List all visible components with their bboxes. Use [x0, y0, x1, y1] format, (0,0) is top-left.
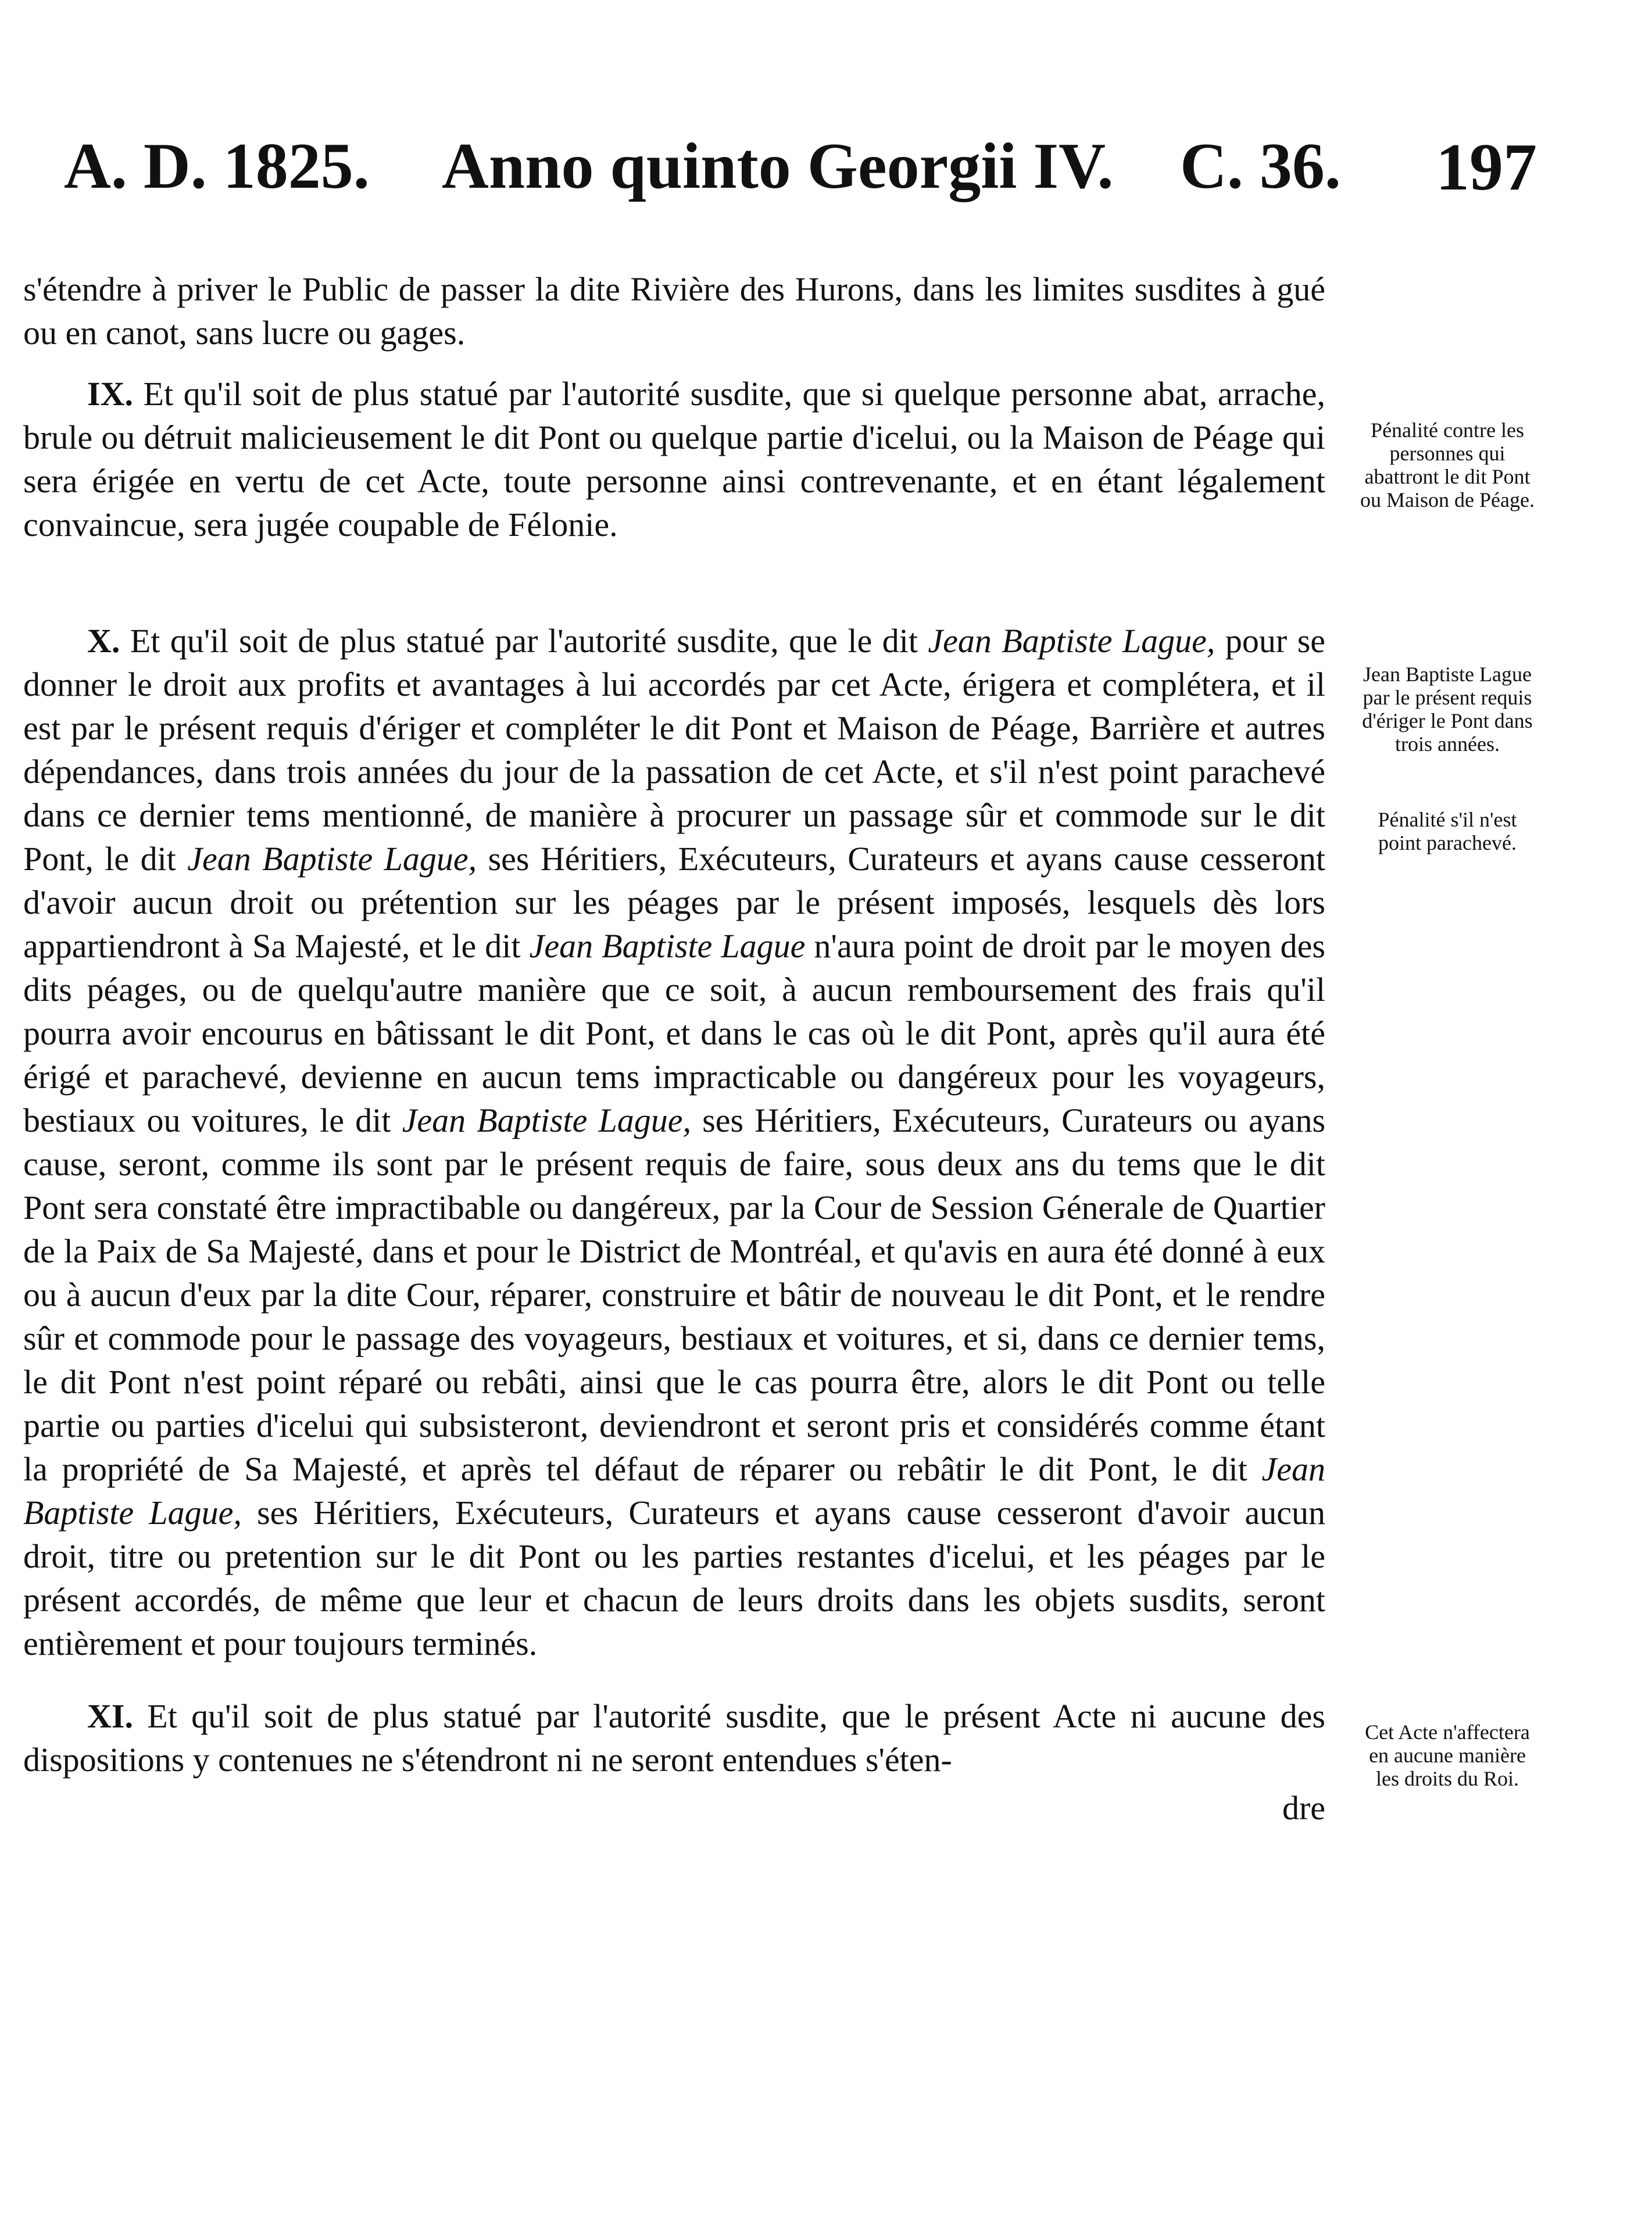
margin-note-kings-rights: Cet Acte n'affectera en aucune manière les droits du Roi. [1365, 1720, 1530, 1790]
continuation-text: s'étendre à priver le Public de passer la dite Rivière des Hurons, dans les limites susdites à gué ou en canot, sans lucre ou gages. [23, 270, 1325, 352]
section-x-text-5: ses Héritiers, Exécuteurs, Curateurs ou ayans cause, seront, comme ils sont par le présent requis de faire, sous deux ans du tems que le dit Pont sera constaté être impractibable ou dangéreux, par la Cour de Session Génerale de Quartier de la Paix de Sa Majesté, dans et pour le District de Montréal, et qu'avis en aura été donné à eux ou à aucun d'eux par la dite Cour, réparer, construire et bâtir de nouveau le dit Pont, et le rendre sûr et commode pour le passage des voyageurs, bestiaux et voitures, et si, dans ce dernier tems, le dit Pont n'est point réparé ou rebâti, ainsi que le cas pourra être, alors le dit Pont ou telle partie ou parties d'icelui qui subsisteront, deviendront et seront pris et considérés comme étant la propriété de Sa Majesté, et après tel défaut de réparer ou rebâtir le dit Pont, le dit [23, 1101, 1326, 1488]
section-x-number: X. [87, 622, 120, 660]
header-date: A. D. 1825. [64, 130, 370, 202]
section-ix-text: Et qu'il soit de plus statué par l'autorité susdite, que si quelque personne abat, arrache, brule ou détruit malicieusement le dit Pont ou quelque partie d'icelui, ou la Maison de Péage qui sera érigée en vertu de cet Acte, toute personne ainsi contrevenante, et en étant légalement convaincue, sera jugée coupable de Félonie. [23, 375, 1325, 543]
name-jean-baptiste-lague-5: Jean Baptiste Lague, [23, 1450, 1325, 1532]
margin-note-penalty-destruction: Pénalité contre les personnes qui abattront le dit Pont ou Maison de Péage. [1360, 418, 1535, 511]
section-x-text-4: n'aura point de droit par le moyen des dits péages, ou de quelqu'autre manière que ce soit, à aucun remboursement des frais qu'il pourra avoir encourus en bâtissant le dit Pont, et dans le cas où le dit Pont, après qu'il aura été érigé et parachevé, devienne en aucun tems impracticable ou dangéreux pour les voyageurs, bestiaux ou voitures, le dit [23, 927, 1325, 1139]
page-number: 197 [1436, 130, 1537, 205]
section-xi-text: Et qu'il soit de plus statué par l'autorité susdite, que le présent Acte ni aucune des dispositions y contenues ne s'étendront ni ne seront entendues s'éten- [23, 1697, 1325, 1779]
continuation-paragraph [23, 267, 1325, 355]
section-x-text-1: Et qu'il soit de plus statué par l'autorité susdite, que le dit [130, 622, 918, 660]
name-jean-baptiste-lague-1: Jean Baptiste Lague, [928, 622, 1215, 660]
section-ix-number: IX. [87, 375, 133, 413]
section-xi [23, 1694, 1325, 1830]
section-ix-paragraph [23, 372, 1325, 546]
section-x-text-2: pour se donner le droit aux profits et avantages à lui accordés par cet Acte, érigera et complétera, et il est par le présent requis d'ériger et compléter le dit Pont et Maison de Péage, Barrière et autres dépendances, dans trois années du jour de la passation de cet Acte, et s'il n'est point parachevé dans ce dernier tems mentionné, de manière à procurer un passage sûr et commode sur le dit Pont, le dit [23, 622, 1326, 878]
header-chapter: C. 36. [1180, 130, 1341, 202]
section-xi-paragraph [23, 1694, 1325, 1782]
catchword: dre [1282, 1789, 1325, 1827]
section-x-text-6: ses Héritiers, Exécuteurs, Curateurs et ayans cause cesseront d'avoir aucun droit, titre ou pretention sur le dit Pont ou les parties restantes d'icelui, et les péages par le présent accordés, de même que leur et chacun de leurs droits dans les objets susdits, seront entièrement et pour toujours terminés. [23, 1494, 1325, 1662]
header-title: Anno quinto Georgii IV. [442, 130, 1114, 202]
section-ix [23, 372, 1325, 546]
margin-note-lague-required: Jean Baptiste Lague par le présent requis d'ériger le Pont dans trois années. [1362, 663, 1533, 756]
name-jean-baptiste-lague-4: Jean Baptiste Lague, [402, 1101, 691, 1139]
margin-note-penalty-unfinished: Pénalité s'il n'est point parachevé. [1378, 808, 1517, 854]
section-x-paragraph [23, 619, 1325, 1665]
name-jean-baptiste-lague-2: Jean Baptiste Lague, [187, 840, 477, 878]
section-xi-number: XI. [87, 1697, 133, 1735]
section-x [23, 619, 1325, 1665]
section-x-text-3: ses Héritiers, Exécuteurs, Curateurs et ayans cause cesseront d'avoir aucun droit ou prétention sur les péages par le présent imposés, lesquels dès lors appartiendront à Sa Majesté, et le dit [23, 840, 1325, 965]
name-jean-baptiste-lague-3: Jean Baptiste Lague [529, 927, 806, 965]
running-header [58, 130, 1546, 267]
